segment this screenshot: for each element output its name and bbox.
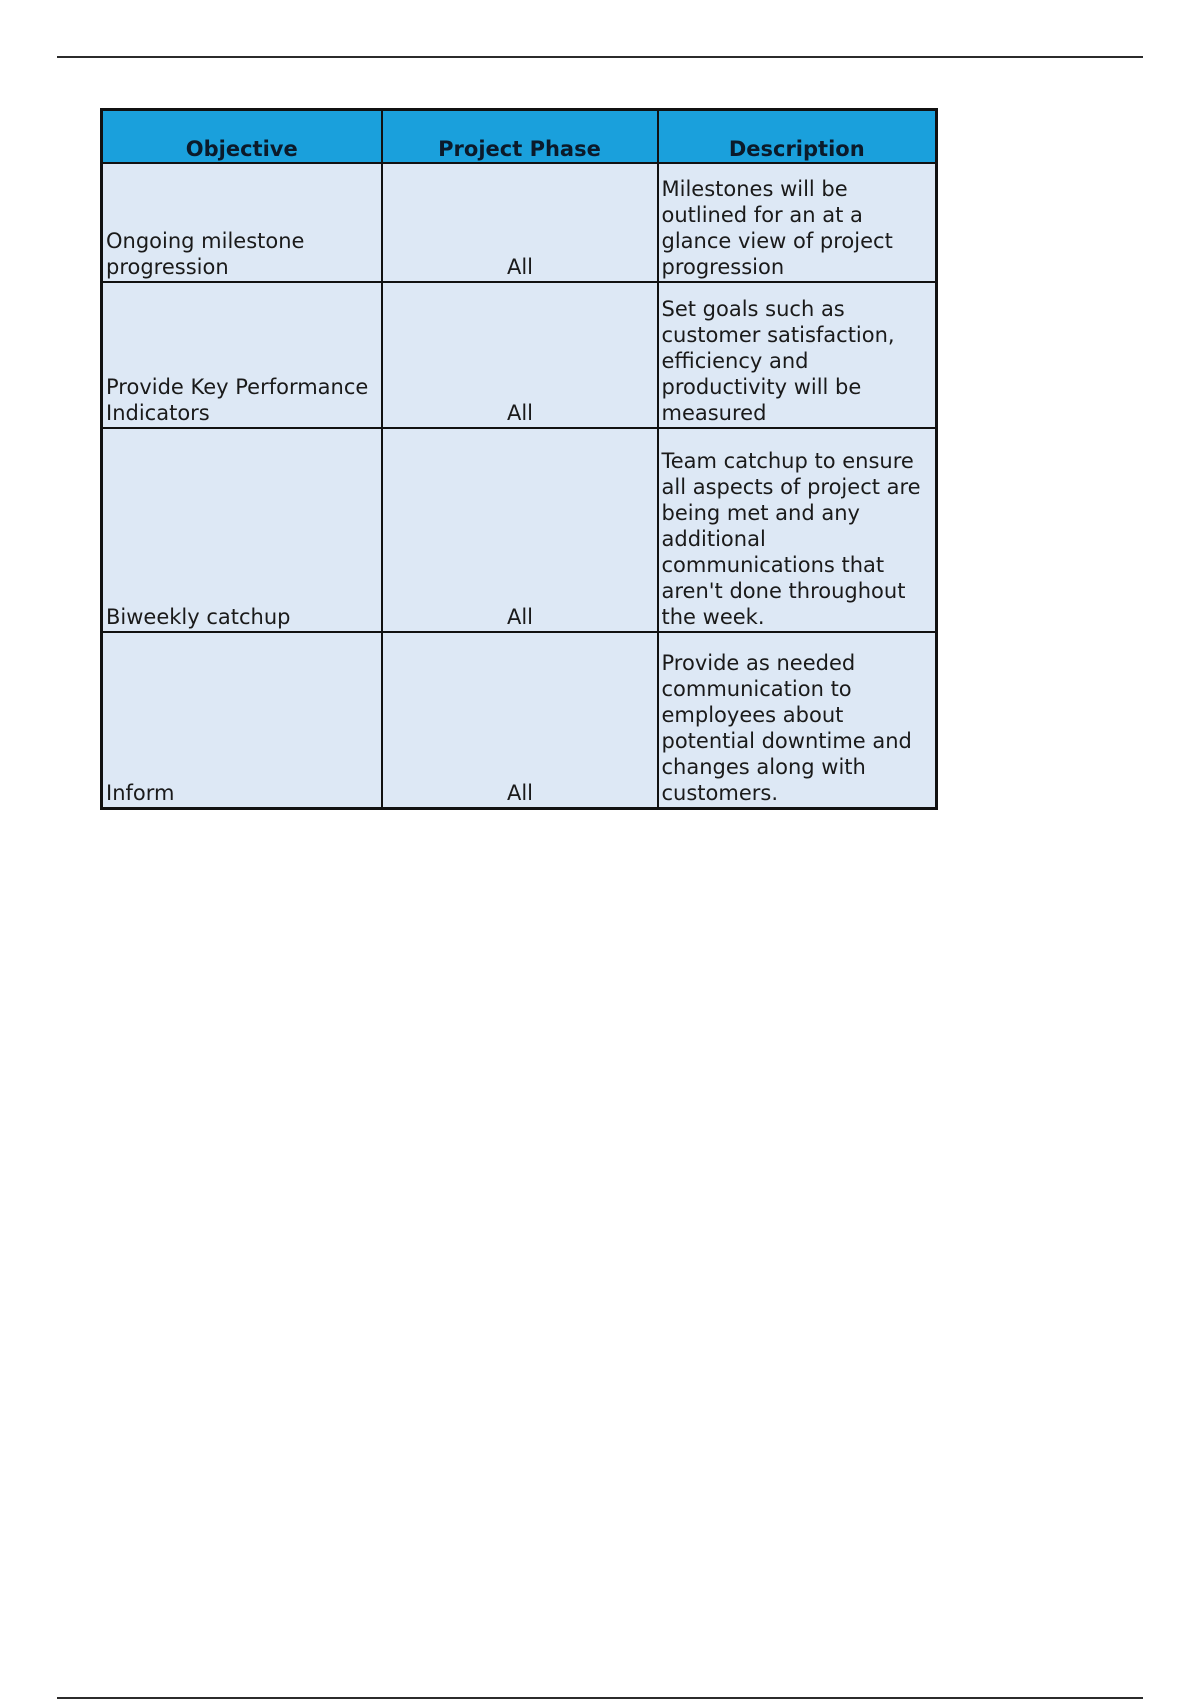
header-description: Description — [658, 110, 937, 164]
cell-phase: All — [382, 428, 658, 632]
table-row — [102, 428, 937, 632]
cell-description: Provide as needed communication to employees about potential downtime and changes along with customers. — [658, 632, 937, 809]
objectives-table — [100, 108, 938, 810]
cell-phase: All — [382, 163, 658, 282]
cell-description: Set goals such as customer satisfaction, efficiency and productivity will be measured — [658, 282, 937, 428]
page-footer-rule — [57, 1697, 1143, 1699]
cell-description: Milestones will be outlined for an at a glance view of project progression — [658, 163, 937, 282]
page-header-rule — [57, 56, 1143, 58]
cell-objective: Ongoing milestone progression — [102, 163, 382, 282]
table-row — [102, 632, 937, 809]
cell-phase: All — [382, 632, 658, 809]
table-row — [102, 282, 937, 428]
table-header-row — [102, 110, 937, 164]
cell-objective: Provide Key Performance Indicators — [102, 282, 382, 428]
cell-description: Team catchup to ensure all aspects of project are being met and any additional communications that aren't done throughout the week. — [658, 428, 937, 632]
cell-objective: Biweekly catchup — [102, 428, 382, 632]
header-project-phase: Project Phase — [382, 110, 658, 164]
cell-phase: All — [382, 282, 658, 428]
table-row — [102, 163, 937, 282]
header-objective: Objective — [102, 110, 382, 164]
cell-objective: Inform — [102, 632, 382, 809]
